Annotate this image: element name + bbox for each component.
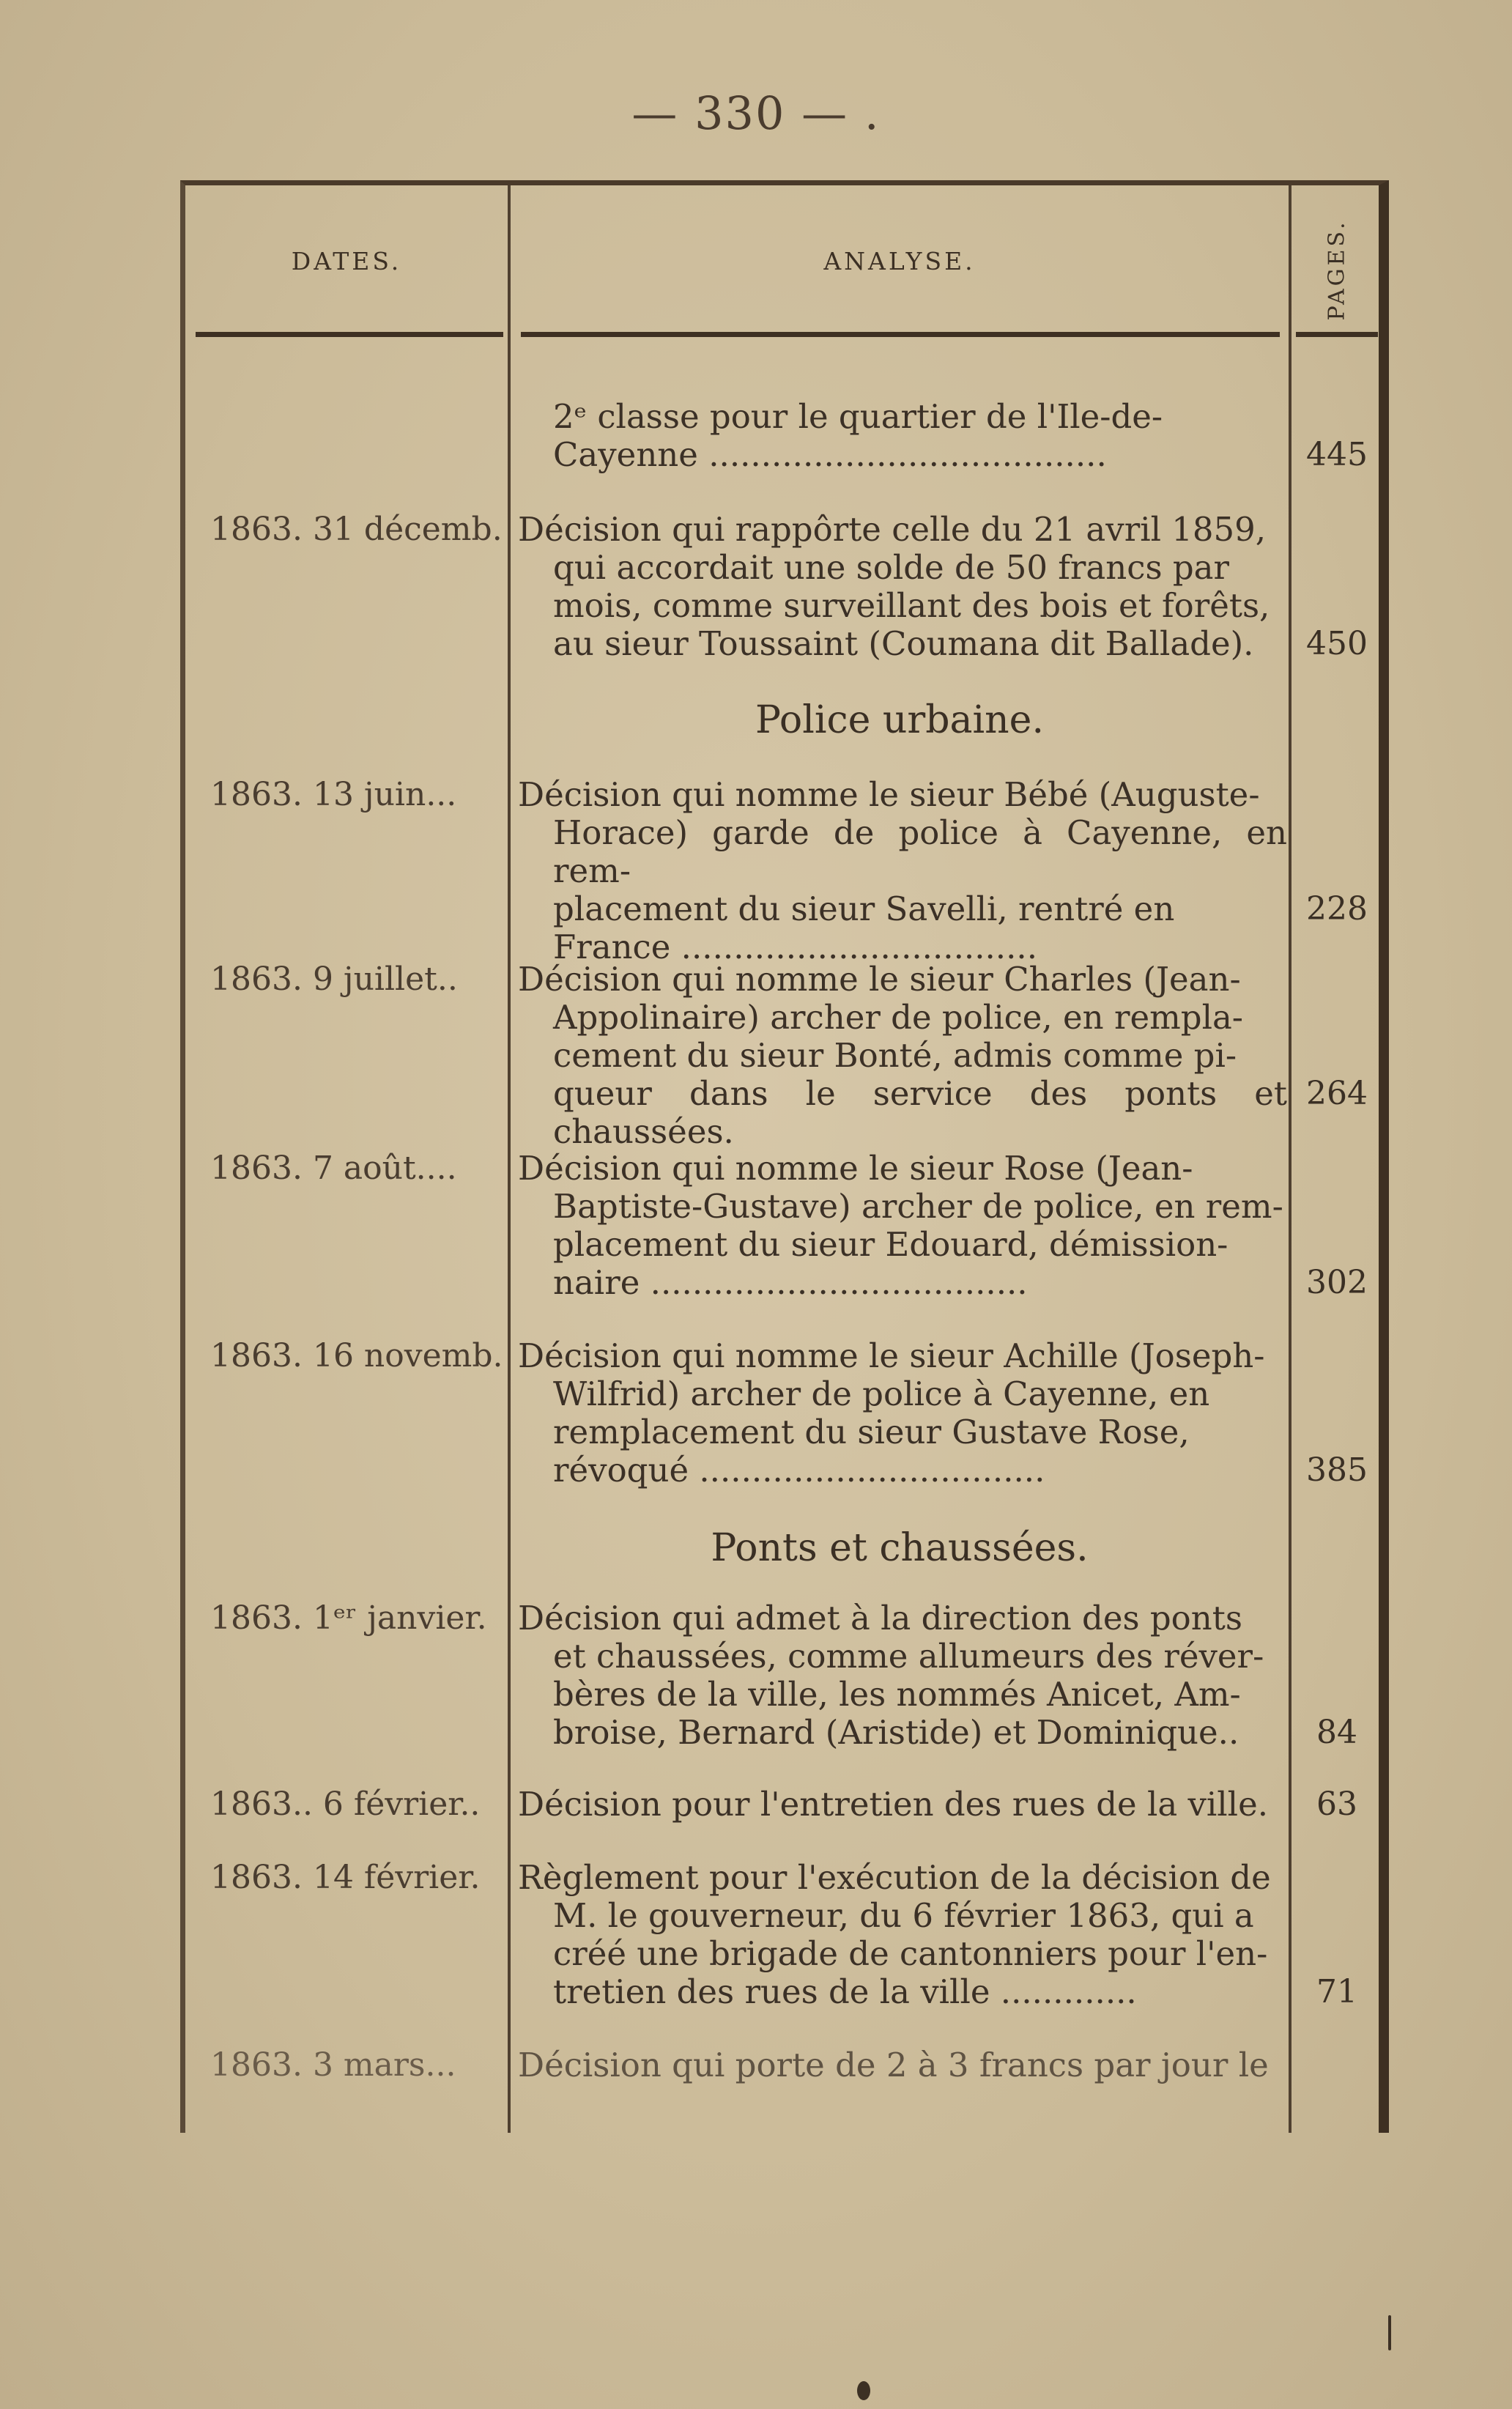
entry-line: placement du sieur Savelli, rentré en	[553, 889, 1175, 928]
entry-line: placement du sieur Edouard, démission-	[553, 1225, 1228, 1264]
column-divider-pages	[1289, 185, 1292, 2133]
entry-page: 228	[1306, 890, 1368, 928]
page-number: — 330 — .	[631, 86, 881, 140]
entry-analysis	[518, 1599, 1287, 1752]
entry-line: Décision qui nomme le sieur Charles (Jean-	[518, 960, 1241, 999]
entry-analysis	[518, 1337, 1287, 1490]
entry-page: 302	[1306, 1264, 1368, 1301]
entry-line: France ..................................	[553, 928, 1038, 966]
entry-line: Décision qui admet à la direction des ponts	[518, 1599, 1242, 1638]
entry-line: Décision qui nomme le sieur Achille (Joseph-	[518, 1336, 1265, 1375]
ink-spot	[857, 2381, 870, 2400]
entry-analysis	[518, 1786, 1287, 1824]
column-divider-dates	[508, 185, 511, 2133]
entry-analysis	[518, 1150, 1287, 1302]
entry-line: Décision qui rappôrte celle du 21 avril 1859,	[518, 510, 1267, 549]
header-pages: PAGES.	[1324, 219, 1350, 320]
entry-line: Décision pour l'entretien des rues de la ville.	[518, 1785, 1269, 1824]
header-analyse: ANALYSE.	[823, 247, 976, 275]
header-rule-analyse	[521, 332, 1280, 337]
entry-date: 1863. 31 décemb.	[210, 511, 503, 548]
entry-line: 2ᵉ classe pour le quartier de l'Ile-de-	[553, 397, 1163, 436]
ink-mark	[1388, 2315, 1391, 2350]
entry-page: 450	[1306, 625, 1368, 662]
header-rule-dates	[196, 332, 503, 337]
header-dates: DATES.	[291, 247, 402, 275]
section-title-police: Police urbaine.	[755, 698, 1044, 742]
entry-date: 1863. 16 novemb.	[210, 1337, 503, 1374]
entry-line: queur dans le service des ponts et chaussées.	[553, 1074, 1287, 1151]
entry-date: 1863.. 6 février..	[210, 1786, 481, 1823]
entry-line: Cayenne ......................................	[553, 435, 1107, 474]
entry-line: Wilfrid) archer de police à Cayenne, en	[553, 1374, 1210, 1413]
entry-line: au sieur Toussaint (Coumana dit Ballade).	[553, 624, 1254, 663]
entry-page: 264	[1306, 1075, 1368, 1112]
entry-page: 71	[1316, 1973, 1357, 2010]
entry-line: Décision qui nomme le sieur Rose (Jean-	[518, 1149, 1193, 1188]
entry-line: qui accordait une solde de 50 francs par	[553, 548, 1229, 587]
entry-line: M. le gouverneur, du 6 février 1863, qui a	[553, 1896, 1254, 1935]
entry-analysis	[518, 2046, 1287, 2084]
entry-line: remplacement du sieur Gustave Rose,	[553, 1413, 1190, 1451]
entry-analysis	[518, 398, 1287, 474]
entry-line: et chaussées, comme allumeurs des réver-	[553, 1637, 1264, 1676]
entry-page: 63	[1316, 1786, 1357, 1823]
entry-line: bères de la ville, les nommés Anicet, Am-	[553, 1675, 1241, 1714]
entry-line: créé une brigade de cantonniers pour l'en-	[553, 1934, 1268, 1973]
entry-line: Appolinaire) archer de police, en rempla-	[553, 998, 1243, 1037]
entry-line: cement du sieur Bonté, admis comme pi-	[553, 1036, 1237, 1075]
entry-line: Décision qui porte de 2 à 3 francs par jour le	[518, 2046, 1269, 2084]
entry-page: 445	[1306, 436, 1368, 473]
entry-date: 1863. 9 juillet..	[210, 961, 458, 998]
entry-date: 1863. 14 février.	[210, 1859, 481, 1896]
header-rule-pages	[1296, 332, 1378, 337]
entry-analysis	[518, 511, 1287, 663]
index-table	[180, 180, 1389, 2133]
entry-line: naire ....................................	[553, 1263, 1028, 1302]
section-title-ponts: Ponts et chaussées.	[711, 1526, 1089, 1570]
entry-analysis	[518, 1859, 1287, 2011]
entry-line: Baptiste-Gustave) archer de police, en rem-	[553, 1187, 1283, 1226]
entry-page: 385	[1306, 1451, 1368, 1489]
header-pages-cell	[1292, 215, 1382, 325]
entry-date: 1863. 3 mars...	[210, 2046, 456, 2084]
entry-line: broise, Bernard (Aristide) et Dominique..	[553, 1713, 1239, 1752]
entry-date: 1863. 1ᵉʳ janvier.	[210, 1599, 487, 1637]
entry-line: Règlement pour l'exécution de la décision de	[518, 1858, 1271, 1897]
entry-line: mois, comme surveillant des bois et forêts,	[553, 586, 1270, 625]
entry-line: Horace) garde de police à Cayenne, en rem-	[553, 813, 1287, 890]
entry-line: tretien des rues de la ville .............	[553, 1972, 1137, 2011]
entry-line: Décision qui nomme le sieur Bébé (Auguste-	[518, 775, 1260, 814]
entry-date: 1863. 7 août....	[210, 1150, 457, 1187]
entry-page: 84	[1316, 1714, 1357, 1751]
entry-analysis	[518, 776, 1287, 966]
entry-analysis	[518, 961, 1287, 1151]
entry-date: 1863. 13 juin...	[210, 776, 457, 813]
entry-line: révoqué .................................	[553, 1451, 1045, 1490]
